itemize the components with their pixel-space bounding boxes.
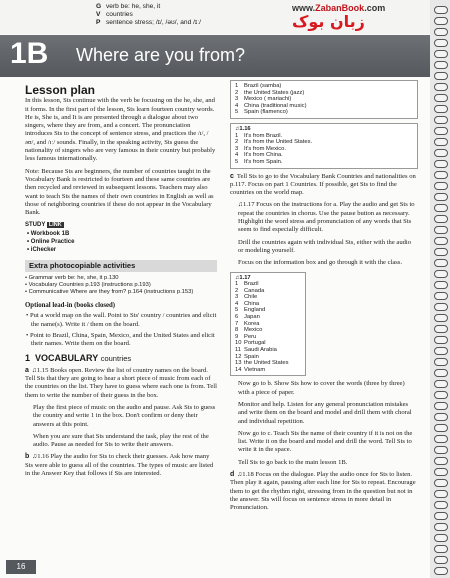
spiral-coil <box>434 303 448 311</box>
extra-activity-item: • Vocabulary Countries p.193 (instructions p.193) <box>25 281 151 288</box>
script-line: 7 Korea <box>235 320 260 327</box>
vocab-a-p2: Play the first piece of music on the audio and pause. Ask Sts to guess the country and write 1 in the box. Don't confirm or deny their answers at this point. <box>33 403 216 428</box>
part-c2-p1: Now go to b. Show Sts how to cover the words (three by three) with a piece of paper. <box>238 380 405 396</box>
spiral-coil <box>434 226 448 234</box>
spiral-coil <box>434 127 448 135</box>
audio-icon: ♫ <box>235 274 240 281</box>
audio-script-117 <box>230 272 306 377</box>
spiral-coil <box>434 281 448 289</box>
spiral-coil <box>434 490 448 498</box>
spiral-coil <box>434 435 448 443</box>
spiral-coil <box>434 237 448 245</box>
spiral-coil <box>434 292 448 300</box>
spiral-coil <box>434 215 448 223</box>
script-line: 13 the United States <box>235 360 289 367</box>
extra-activity-item: • Grammar verb be: he, she, it p.130 <box>25 274 119 281</box>
spiral-coil <box>434 556 448 564</box>
script-line: 3 It's from Mexico. <box>235 145 287 152</box>
spiral-coil <box>434 336 448 344</box>
lesson-banner <box>0 35 430 77</box>
spiral-coil <box>434 424 448 432</box>
answer-row: 4 China (traditional music) <box>235 102 307 109</box>
part-c2-p4: Tell Sts to go back to the main lesson 1B. <box>238 458 348 466</box>
audio-script-heading: ♫1.16 <box>235 125 251 132</box>
objectives <box>96 3 201 27</box>
script-line: 9 Peru <box>235 333 257 340</box>
spiral-coil <box>434 28 448 36</box>
script-line: 3 Chile <box>235 294 258 301</box>
spiral-coil <box>434 138 448 146</box>
script-line: 2 It's from the United States. <box>235 139 313 146</box>
right-column <box>230 80 418 517</box>
left-column <box>25 83 217 482</box>
extra-activities-heading: Extra photocopiable activities <box>25 260 217 272</box>
spiral-coil <box>434 72 448 80</box>
spiral-coil <box>434 512 448 520</box>
spiral-coil <box>434 248 448 256</box>
part-c2-p2: Monitor and help. Listen for any general pronunciation mistakes and write them on the board and model and drill them with choral and individual repetition. <box>238 401 412 425</box>
spiral-coil <box>434 270 448 278</box>
lesson-number: 1B <box>10 37 49 70</box>
part-d-p1: d ♫1.18 Focus on the dialogue. Play the audio once for Sts to listen. Then play it again, pausing after each line for Sts to repeat. Encourage them to get the rhythm right, stressing from in the question but not in the answer. Sts will focus on sentence stress in more detail in Pronunciation. <box>230 471 416 512</box>
spiral-coil <box>434 314 448 322</box>
objective-vocabulary: V countries <box>96 11 133 18</box>
spiral-coil <box>434 83 448 91</box>
spiral-coil <box>434 402 448 410</box>
spiral-coil <box>434 358 448 366</box>
study-link-item: • iChecker <box>27 247 57 254</box>
audio-icon: ♫ <box>235 125 240 132</box>
study-link-item: • Online Practice <box>27 239 75 246</box>
spiral-coil <box>434 149 448 157</box>
script-line: 4 It's from China. <box>235 152 283 159</box>
part-c-p4: Focus on the information box and go through it with the class. <box>238 259 403 267</box>
part-c-p1: c Tell Sts to go to the Vocabulary Bank Countries and nationalities on p.117. Focus on part 1 Countries. If possible, get Sts to find the countries on the world map. <box>230 172 416 197</box>
site-watermark <box>292 3 422 35</box>
script-line: 5 England <box>235 307 266 314</box>
vocab-a-p3: When you are sure that Sts understand the task, play the rest of the audio. Pause as needed for Sts to write their answers. <box>33 432 209 449</box>
audio-icon: ♫ <box>238 201 243 209</box>
spiral-coil <box>434 17 448 25</box>
spiral-coil <box>434 446 448 454</box>
answer-row: 1 Brazil (samba) <box>235 83 282 89</box>
part-c2-p3: Now go to c. Teach Sts the name of their country if it is not on the list. Write it on the board and model and drill the word. Tell Sts to write it in the space. <box>238 429 413 454</box>
spiral-coil <box>434 39 448 47</box>
study-link-item: • Workbook 1B <box>27 230 70 237</box>
vocabulary-heading: 1 VOCABULARY countries <box>25 353 132 364</box>
script-line: 2 Canada <box>235 287 265 294</box>
script-line: 5 It's from Spain. <box>235 158 283 165</box>
spiral-coil <box>434 116 448 124</box>
lesson-title: Where are you from? <box>76 45 246 65</box>
audio-script-116 <box>230 123 418 169</box>
answer-row: 3 Mexico ( mariachi) <box>235 96 292 103</box>
spiral-coil <box>434 501 448 509</box>
watermark-url: www.ZabanBook.com <box>292 3 386 13</box>
audio-script-heading: ♫1.17 <box>235 274 251 281</box>
lead-in-bullet: • Put a world map on the wall. Point to Sts' country / countries and elicit the name(s). Write it / them on the board. <box>26 312 217 328</box>
spiral-coil <box>434 94 448 102</box>
spiral-coil <box>434 160 448 168</box>
objective-grammar: G verb be: he, she, it <box>96 3 161 10</box>
spiral-coil <box>434 413 448 421</box>
spiral-coil <box>434 50 448 58</box>
spiral-coil <box>434 545 448 553</box>
spiral-coil <box>434 468 448 476</box>
answer-key-box <box>230 80 418 119</box>
study-link-heading: STUDY LINK <box>25 222 62 229</box>
spiral-coil <box>434 534 448 542</box>
part-c-p2: ♫1.17 Focus on the instructions for a. Play the audio and get Sts to repeat the countries in chorus. Use the pause button as necessary. Highlight the word stress and pronunciation of any words that Sts seem to find especially difficult. <box>238 201 415 234</box>
lesson-plan-heading: Lesson plan <box>25 83 96 97</box>
script-line: 10 Portugal <box>235 340 266 347</box>
spiral-coil <box>434 523 448 531</box>
vocab-a-p1: a ♫1.15 Books open. Review the list of country names on the board. Tell Sts that they are going to hear a short piece of music from each of the countries on the list. They have to guess where each one is from. Tell them to write the number of their guess in the box. <box>25 366 217 399</box>
spiral-coil <box>434 457 448 465</box>
lesson-plan-intro: In this lesson, Sts continue with the verb be focusing on the he, she, and it forms. In the first part of the lesson, Sts learn fourteen country words. He is, She is, and It is are presented through a dialogue about two singers, where they are from, and a concert. The pronunciation introduces Sts to the concept of sentence stress, and practices the /ɪ/, /əʊ/, and /ɪː/ sounds. Finally, in the speaking activity, Sts guess the nationality of singers who are very famous in their country but probably less famous internationally. <box>25 97 216 163</box>
script-line: 4 China <box>235 300 260 307</box>
spiral-coil <box>434 391 448 399</box>
script-line: 6 Japan <box>235 314 260 321</box>
part-c-p3: Drill the countries again with individual Sts, either with the audio or modeling yourself. <box>238 238 412 254</box>
answer-row: 5 Spain (flamenco) <box>235 109 288 116</box>
spiral-coil <box>434 61 448 69</box>
extra-activities-list <box>25 275 217 296</box>
spiral-binding <box>430 0 450 578</box>
spiral-coil <box>434 567 448 575</box>
spiral-coil <box>434 6 448 14</box>
lesson-plan-note: Note: Because Sts are beginners, the number of countries taught in the Vocabulary Bank is restricted to fourteen and these same countries are then recycled and reviewed in subsequent lessons. Teachers may also want to teach Sts the names of their own countries in English as well as those of neighboring countries if these do not appear in the Vocabulary Bank. <box>25 167 214 217</box>
script-line: 14 Vietnam <box>235 366 266 373</box>
spiral-coil <box>434 182 448 190</box>
spiral-coil <box>434 369 448 377</box>
page-footer <box>0 557 430 578</box>
script-line: 1 Brazil <box>235 281 259 288</box>
study-link <box>25 221 217 254</box>
spiral-coil <box>434 193 448 201</box>
spiral-coil <box>434 171 448 179</box>
vocab-b-p1: b ♫1.16 Play the audio for Sts to check their guesses. Ask how many Sts were able to guess all of the countries. The types of music are listed in the Answer Key that follows if Sts are interested. <box>25 453 214 477</box>
spiral-coil <box>434 259 448 267</box>
script-line: 12 Spain <box>235 353 259 360</box>
lead-in-bullet: • Point to Brazil, China, Spain, Mexico, and the United States and elicit their names. Write them on the board. <box>26 331 215 348</box>
spiral-coil <box>434 325 448 333</box>
audio-icon: ♫ <box>31 366 37 374</box>
page-number: 16 <box>6 560 36 574</box>
spiral-coil <box>434 479 448 487</box>
extra-activity-item: • Communicative Where are they from? p.164 (instructions p.153) <box>25 288 194 295</box>
audio-icon: ♫ <box>32 453 38 461</box>
script-line: 1 It's from Brazil. <box>235 132 283 139</box>
spiral-coil <box>434 204 448 212</box>
script-line: 8 Mexico <box>235 327 263 334</box>
watermark-logo: زبان بوک <box>292 12 365 31</box>
spiral-coil <box>434 105 448 113</box>
objective-pronunciation: P sentence stress; /ɪ/, /əʊ/, and /ɪː/ <box>96 19 201 26</box>
answer-row: 2 the United States (jazz) <box>235 89 305 96</box>
audio-icon: ♫ <box>237 471 243 479</box>
spiral-coil <box>434 380 448 388</box>
lead-in-heading: Optional lead-in (books closed) <box>25 301 116 309</box>
spiral-coil <box>434 347 448 355</box>
script-line: 11 Saudi Arabia <box>235 347 277 354</box>
